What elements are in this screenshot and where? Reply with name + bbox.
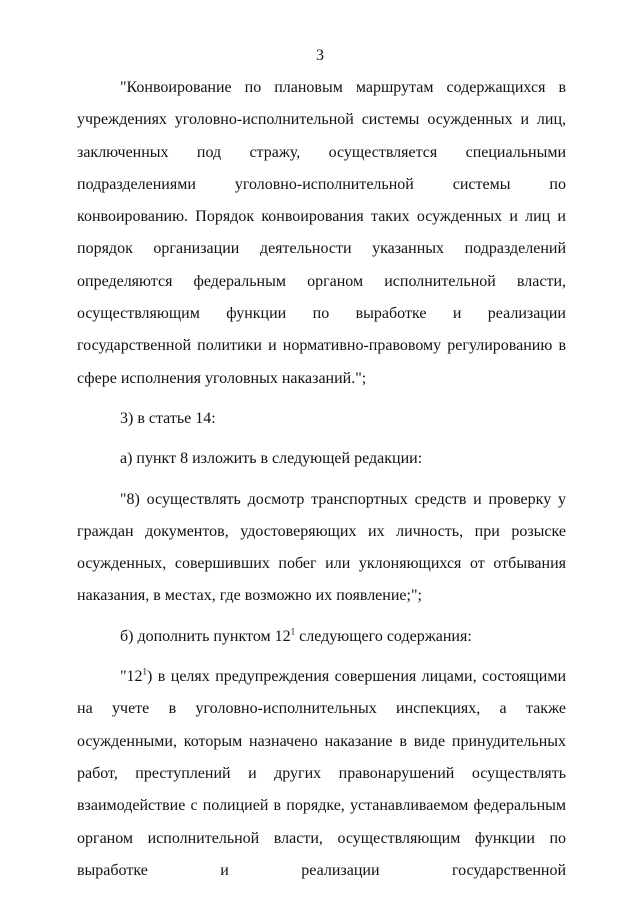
text-line: органом исполнительной власти, осуществляющим функции по выработке [77,272,567,323]
text-line: которым назначено наказание в виде принудительных работ, преступлений [77,732,567,782]
text-line: конвоирования таких осужденных и лиц и порядок организации [77,208,566,258]
text-line: граждан документов, удостоверяющих их личность, при розыске [77,522,566,540]
text-line: наказания, в местах, где возможно их появление;"; [77,587,422,605]
superscript: 1 [290,626,296,637]
paragraph-convoy-procedure [77,72,566,395]
text-line: и других правонарушений осуществлять взаимодействие с полицией в [77,764,566,815]
text-line: следующего содержания: [295,627,472,645]
text-line: "12 [120,668,143,686]
text-line: деятельности указанных подразделений определяются федеральным [77,240,567,290]
text-line: уголовно-исполнительной системы по конвоированию. Порядок [77,175,566,226]
text-line: б) дополнить пунктом 12 [120,627,291,645]
document-body [77,72,566,887]
page-number: 3 [316,47,324,64]
paragraph-point-8-intro [77,443,566,475]
text-line: заключенных под стражу, осуществляется специальными подразделениями [77,143,566,193]
text-line: "8) осуществлять досмотр транспортных средств и проверку у [120,490,566,508]
text-line: "Конвоирование по плановым маршрутам содержащихся [120,79,546,96]
text-line: ) в целях предупреждения совершения лицами, состоящими на [77,668,566,718]
paragraph-article-14 [77,403,566,435]
text-line: порядке, устанавливаемом федеральным органом исполнительной власти, [77,797,566,847]
text-line: регулированию в сфере исполнения уголовных наказаний."; [77,337,566,387]
text-line: осужденных, совершивших побег или уклоняющихся от отбывания [77,555,566,573]
text-line: 3) в статье 14: [120,409,216,427]
paragraph-point-8-text [77,484,566,613]
text-line: учете в уголовно-исполнительных инспекциях, а также осужденными, [77,700,567,750]
text-line: и реализации государственной политики и нормативно-правовому [77,305,566,355]
text-line: осуществляющим функции по выработке и реализации государственной [77,829,567,879]
paragraph-point-12-1-intro [77,621,566,653]
superscript: 1 [142,666,148,677]
text-line: в учреждениях уголовно-исполнительной системы осужденных и лиц, [77,79,567,129]
text-line: а) пункт 8 изложить в следующей редакции: [120,450,423,468]
paragraph-point-12-1-text [77,661,566,887]
